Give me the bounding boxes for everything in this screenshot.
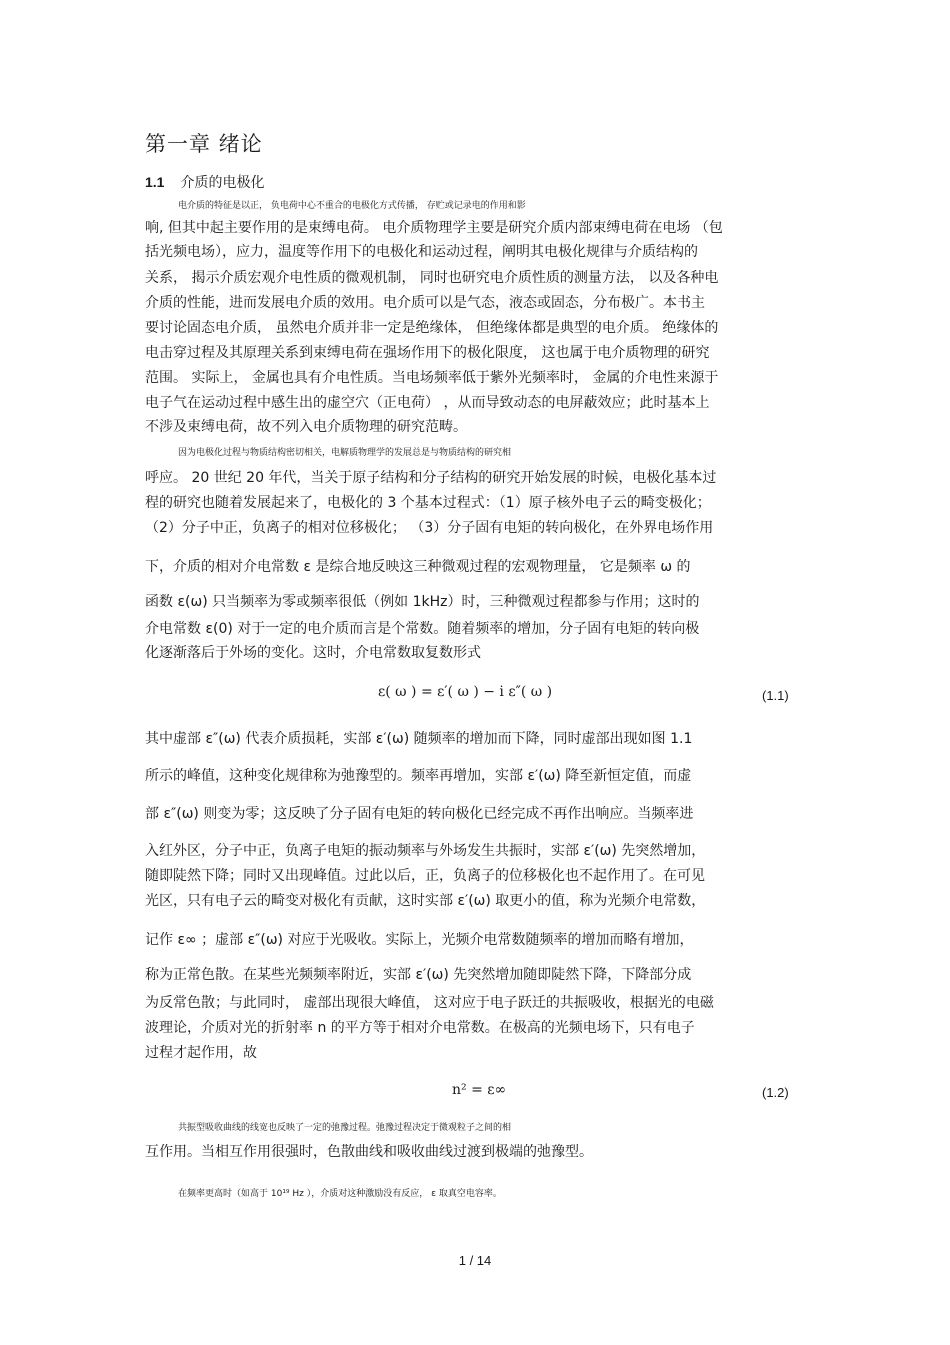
text-line: 要讨论固态电介质， 虽然电介质并非一定是绝缘体， 但绝缘体都是典型的电介质。 绝缘体的 xyxy=(145,320,719,336)
section-number: 1.1 xyxy=(145,174,165,190)
text-line: 电子气在运动过程中感生出的虚空穴（正电荷） ，从而导致动态的电屏蔽效应；此时基本上 xyxy=(145,395,710,411)
text-line: 在频率更高时（如高于 10¹⁹ Hz ），介质对这种激励没有反应， ε 取真空电容率。 xyxy=(178,1189,502,1199)
text-line: 括光频电场），应力，温度等作用下的电极化和运动过程，阐明其电极化规律与介质结构的 xyxy=(145,244,698,260)
text-line: 电击穿过程及其原理关系到束缚电荷在强场作用下的极化限度， 这也属于电介质物理的研究 xyxy=(145,345,710,361)
text-line: 共振型吸收曲线的线宽也反映了一定的弛豫过程。弛豫过程决定于微观粒子之间的相 xyxy=(178,1123,512,1133)
text-line: 入红外区，分子中正，负离子电矩的振动频率与外场发生共振时，实部 ε′(ω) 先突然增加， xyxy=(145,843,706,859)
equation-number-1-1: (1.1) xyxy=(762,688,789,703)
text-line: 记作 ε∞ ；虚部 ε″(ω) 对应于光吸收。实际上，光频介电常数随频率的增加而略有增加， xyxy=(145,932,694,948)
text-line: 介电常数 ε(0) 对于一定的电介质而言是个常数。随着频率的增加，分子固有电矩的转向极 xyxy=(145,621,700,637)
equation-number-1-2: (1.2) xyxy=(762,1085,789,1100)
equation-1-1: ε( ω ) = ε′( ω ) − i ε″( ω ) xyxy=(378,684,553,700)
text-line: 函数 ε(ω) 只当频率为零或频率很低（例如 1kHz）时，三种微观过程都参与作用；这时的 xyxy=(145,594,700,610)
text-line: 化逐渐落后于外场的变化。这时，介电常数取复数形式 xyxy=(145,645,481,661)
text-line: 关系， 揭示介质宏观介电性质的微观机制， 同时也研究电介质性质的测量方法， 以及各种电 xyxy=(145,270,719,286)
page-number: 1 / 14 xyxy=(458,1253,492,1268)
text-line: 程的研究也随着发展起来了，电极化的 3 个基本过程式：（1）原子核外电子云的畸变极化； xyxy=(145,495,711,511)
text-line: 范围。 实际上， 金属也具有介电性质。当电场频率低于紫外光频率时， 金属的介电性来源于 xyxy=(145,370,719,386)
text-line: 为反常色散；与此同时， 虚部出现很大峰值， 这对应于电子跃迁的共振吸收，根据光的电磁 xyxy=(145,995,714,1011)
text-line: 光区，只有电子云的畸变对极化有贡献，这时实部 ε′(ω) 取更小的值，称为光频介电常数， xyxy=(145,893,706,909)
text-line: 互作用。当相互作用很强时，色散曲线和吸收曲线过渡到极端的弛豫型。 xyxy=(145,1144,593,1160)
text-line: 下，介质的相对介电常数 ε 是综合地反映这三种微观过程的宏观物理量， 它是频率 ω 的 xyxy=(145,559,691,575)
section-heading xyxy=(145,172,264,192)
section-title: 介质的电极化 xyxy=(180,175,265,191)
text-line: 随即陡然下降；同时又出现峰值。过此以后，正，负离子的位移极化也不起作用了。在可见 xyxy=(145,868,705,884)
text-line: 其中虚部 ε″(ω) 代表介质损耗，实部 ε′(ω) 随频率的增加而下降，同时虚部出现如图 1.1 xyxy=(145,731,693,747)
text-line: 不涉及束缚电荷，故不列入电介质物理的研究范畴。 xyxy=(145,419,467,435)
equation-1-2: n² = ε∞ xyxy=(452,1082,507,1098)
text-line: 因为电极化过程与物质结构密切相关，电解质物理学的发展总是与物质结构的研究相 xyxy=(178,448,512,458)
text-line: （2）分子中正，负离子的相对位移极化； （3）分子固有电矩的转向极化，在外界电场作用 xyxy=(145,520,714,536)
chapter-title: 第一章 绪论 xyxy=(145,132,263,156)
text-line: 电介质的特征是以正， 负电荷中心不重合的电极化方式传播， 存贮或记录电的作用和影 xyxy=(178,201,526,211)
text-line: 介质的性能，进而发展电介质的效用。电介质可以是气态，液态或固态，分布极广。本书主 xyxy=(145,295,705,311)
text-line: 响, 但其中起主要作用的是束缚电荷。 电介质物理学主要是研究介质内部束缚电荷在电场 （包 xyxy=(145,220,723,236)
text-line: 过程才起作用，故 xyxy=(145,1045,257,1061)
text-line: 部 ε″(ω) 则变为零；这反映了分子固有电矩的转向极化已经完成不再作出响应。当频率进 xyxy=(145,806,694,822)
text-line: 称为正常色散。在某些光频频率附近，实部 ε′(ω) 先突然增加随即陡然下降，下降部分成 xyxy=(145,967,692,983)
text-line: 波理论，介质对光的折射率 n 的平方等于相对介电常数。在极高的光频电场下，只有电子 xyxy=(145,1020,695,1036)
text-line: 所示的峰值，这种变化规律称为弛豫型的。频率再增加，实部 ε′(ω) 降至新恒定值，而虚 xyxy=(145,768,692,784)
text-line: 呼应。 20 世纪 20 年代，当关于原子结构和分子结构的研究开始发展的时候，电极化基本过 xyxy=(145,470,717,486)
